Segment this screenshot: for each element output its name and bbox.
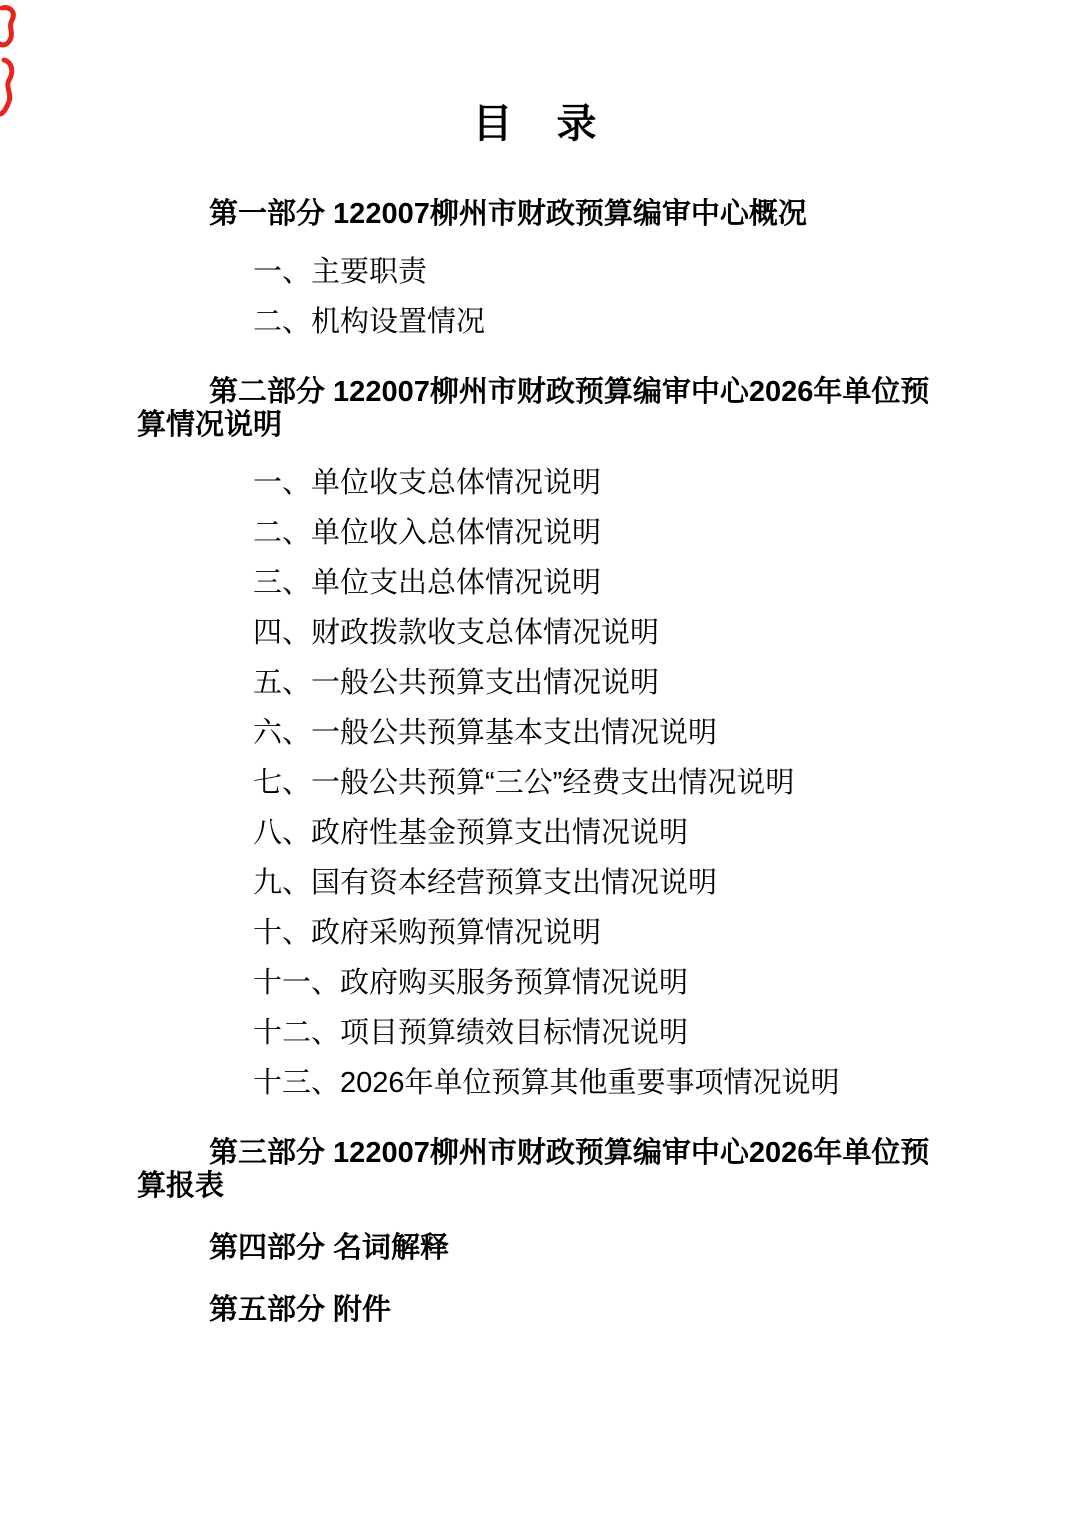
toc-section-1 <box>137 198 934 347</box>
toc-item: 一、单位收支总体情况说明 <box>253 467 602 499</box>
toc-section-4 <box>137 1232 934 1265</box>
toc-section-5-heading: 第五部分 附件 <box>209 1294 392 1326</box>
toc-section-1-heading: 第一部分 122007柳州市财政预算编审中心概况 <box>209 198 807 230</box>
toc-item: 四、财政拨款收支总体情况说明 <box>253 617 660 649</box>
toc-item: 十一、政府购买服务预算情况说明 <box>253 967 689 999</box>
toc-section-4-heading: 第四部分 名词解释 <box>209 1232 450 1264</box>
page-title: 目 录 <box>472 102 599 146</box>
toc-item: 三、单位支出总体情况说明 <box>253 567 602 599</box>
toc-section-5 <box>137 1294 934 1327</box>
toc-section-3 <box>137 1137 934 1203</box>
toc-item: 十二、项目预算绩效目标情况说明 <box>253 1017 689 1049</box>
toc-item: 十、政府采购预算情况说明 <box>253 917 602 949</box>
toc-item: 五、一般公共预算支出情况说明 <box>253 667 660 699</box>
toc-item: 八、政府性基金预算支出情况说明 <box>253 817 689 849</box>
toc-section-3-heading: 第三部分 122007柳州市财政预算编审中心2026年单位预算报表 <box>137 1137 930 1202</box>
toc-section-2-heading: 第二部分 122007柳州市财政预算编审中心2026年单位预算情况说明 <box>137 376 930 441</box>
toc-item: 六、一般公共预算基本支出情况说明 <box>253 717 718 749</box>
toc-item: 二、单位收入总体情况说明 <box>253 517 602 549</box>
toc-item: 七、一般公共预算“三公”经费支出情况说明 <box>253 767 795 799</box>
toc-item: 九、国有资本经营预算支出情况说明 <box>253 867 718 899</box>
toc-item: 一、主要职责 <box>253 256 428 288</box>
toc-item: 二、机构设置情况 <box>253 306 486 338</box>
toc-section-2-items <box>137 458 934 1108</box>
toc-section-1-items <box>137 247 934 347</box>
toc-item: 十三、2026年单位预算其他重要事项情况说明 <box>253 1067 840 1099</box>
toc-section-2 <box>137 376 934 1108</box>
